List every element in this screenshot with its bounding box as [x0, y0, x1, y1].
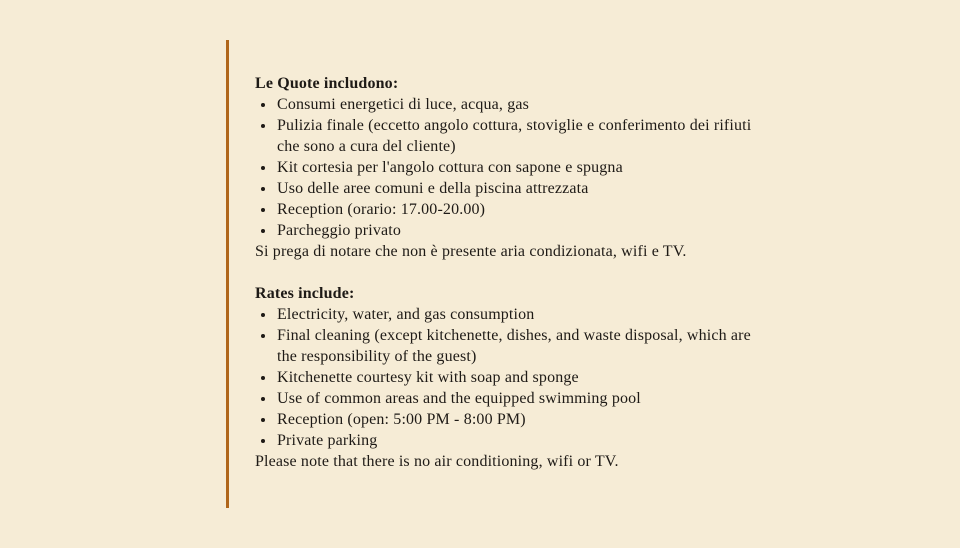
list-item: Private parking — [277, 430, 775, 451]
accent-bar — [226, 40, 229, 508]
list-item: Kitchenette courtesy kit with soap and sponge — [277, 367, 775, 388]
list-item: Uso delle aree comuni e della piscina attrezzata — [277, 178, 775, 199]
list-item: Parcheggio privato — [277, 220, 775, 241]
list-item: Kit cortesia per l'angolo cottura con sapone e spugna — [277, 157, 775, 178]
list-item: Reception (orario: 17.00-20.00) — [277, 199, 775, 220]
list-item: Use of common areas and the equipped swimming pool — [277, 388, 775, 409]
section-spacer — [255, 262, 775, 283]
list-item: Reception (open: 5:00 PM - 8:00 PM) — [277, 409, 775, 430]
english-heading: Rates include: — [255, 285, 355, 302]
italian-note: Si prega di notare che non è presente aria condizionata, wifi e TV. — [255, 243, 687, 260]
english-note: Please note that there is no air conditioning, wifi or TV. — [255, 453, 619, 470]
list-item: Final cleaning (except kitchenette, dishes, and waste disposal, which are the responsibility of the guest) — [277, 325, 775, 367]
english-list — [255, 304, 775, 451]
list-item: Consumi energetici di luce, acqua, gas — [277, 94, 775, 115]
list-item: Electricity, water, and gas consumption — [277, 304, 775, 325]
italian-heading: Le Quote includono: — [255, 75, 399, 92]
english-section — [255, 283, 775, 472]
rates-content — [255, 73, 775, 472]
italian-section — [255, 73, 775, 262]
italian-list — [255, 94, 775, 241]
list-item: Pulizia finale (eccetto angolo cottura, stoviglie e conferimento dei rifiuti che sono a cura del cliente) — [277, 115, 775, 157]
